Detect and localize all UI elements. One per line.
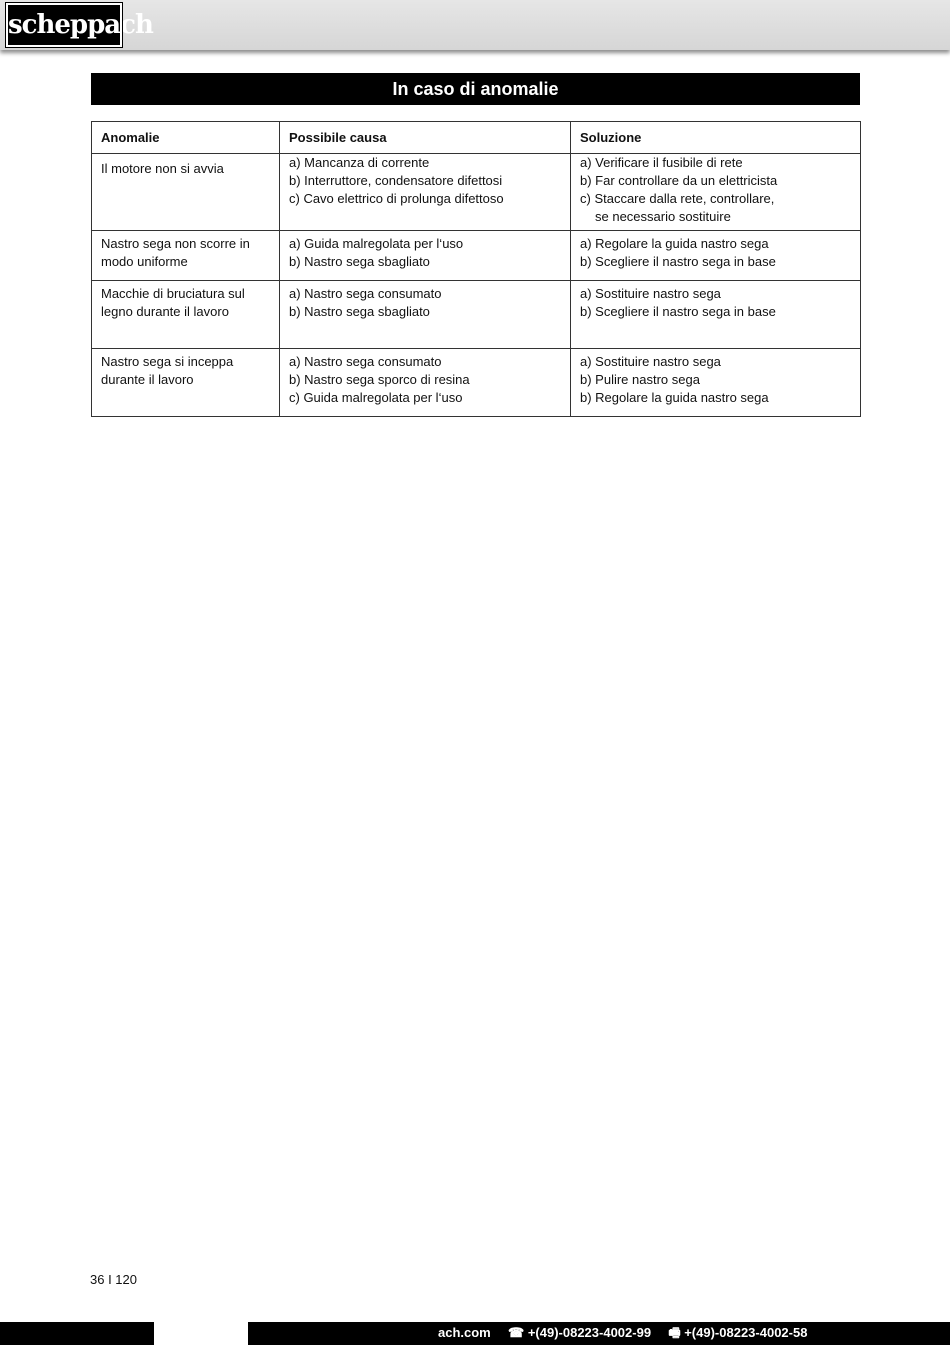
cell-line: b) Nastro sega sbagliato: [289, 304, 430, 319]
cell-line: c) Guida malregolata per l‘uso: [289, 390, 463, 405]
solution-cell: [571, 349, 861, 417]
table-row: [92, 349, 861, 417]
footer-contacts: [438, 1322, 807, 1344]
anomaly-cell: [92, 231, 280, 281]
cell-line: a) Regolare la guida nastro sega: [580, 236, 769, 251]
cell-line: modo uniforme: [101, 254, 188, 269]
troubleshooting-table: [91, 121, 861, 417]
phone-icon: ☎: [508, 1325, 525, 1340]
table-row: [92, 154, 861, 231]
cell-line: c) Cavo elettrico di prolunga difettoso: [289, 191, 504, 206]
column-header-soluzione: Soluzione: [571, 122, 861, 154]
anomaly-cell: [92, 281, 280, 349]
footer-phone: +(49)-08223-4002-99: [527, 1325, 652, 1340]
anomaly-cell: [92, 154, 280, 231]
column-header-causa: Possibile causa: [280, 122, 571, 154]
cause-cell: [280, 281, 571, 349]
cell-line: se necessario sostituire: [595, 209, 731, 224]
cell-line: Nastro sega non scorre in: [101, 236, 250, 251]
cell-line: b) Interruttore, condensatore difettosi: [289, 173, 503, 188]
brand-logo: scheppach: [6, 3, 122, 47]
cell-line: b) Nastro sega sbagliato: [289, 254, 430, 269]
cell-line: durante il lavoro: [101, 372, 194, 387]
cell-line: a) Sostituire nastro sega: [580, 354, 721, 369]
cell-line: a) Sostituire nastro sega: [580, 286, 721, 301]
footer-fax: +(49)-08223-4002-58: [684, 1325, 808, 1340]
footer-bar: [248, 1322, 950, 1345]
cause-cell: [280, 231, 571, 281]
solution-cell: [571, 281, 861, 349]
cause-cell: [280, 349, 571, 417]
cell-line: b) Scegliere il nastro sega in base: [580, 254, 776, 269]
table-header-row: [92, 122, 861, 154]
solution-cell: [571, 231, 861, 281]
table-row: [92, 281, 861, 349]
cell-line: a) Mancanza di corrente: [289, 155, 430, 170]
cell-line: a) Nastro sega consumato: [289, 354, 442, 369]
cause-cell: [280, 154, 571, 231]
footer-bar-left: [0, 1322, 154, 1345]
cell-line: b) Far controllare da un elettricista: [580, 173, 778, 188]
cell-line: Macchie di bruciatura sul: [101, 286, 245, 301]
cell-line: b) Regolare la guida nastro sega: [580, 390, 769, 405]
footer-website[interactable]: ach.com: [438, 1325, 491, 1340]
cell-line: c) Staccare dalla rete, controllare,: [580, 191, 775, 206]
header-band: [0, 0, 950, 50]
page-number: 36 I 120: [90, 1272, 137, 1287]
section-title: In caso di anomalie: [91, 73, 860, 105]
column-header-anomalie: Anomalie: [92, 122, 280, 154]
cell-line: a) Guida malregolata per l‘uso: [289, 236, 464, 251]
cell-line: a) Verificare il fusibile di rete: [580, 155, 743, 170]
cell-line: b) Nastro sega sporco di resina: [289, 372, 470, 387]
cell-line: Il motore non si avvia: [101, 161, 224, 176]
cell-line: Nastro sega si inceppa: [101, 354, 234, 369]
cell-line: legno durante il lavoro: [101, 304, 229, 319]
cell-line: b) Scegliere il nastro sega in base: [580, 304, 776, 319]
anomaly-cell: [92, 349, 280, 417]
table-row: [92, 231, 861, 281]
fax-icon: 🖷: [668, 1325, 681, 1340]
solution-cell: [571, 154, 861, 231]
cell-line: b) Pulire nastro sega: [580, 372, 700, 387]
cell-line: a) Nastro sega consumato: [289, 286, 442, 301]
